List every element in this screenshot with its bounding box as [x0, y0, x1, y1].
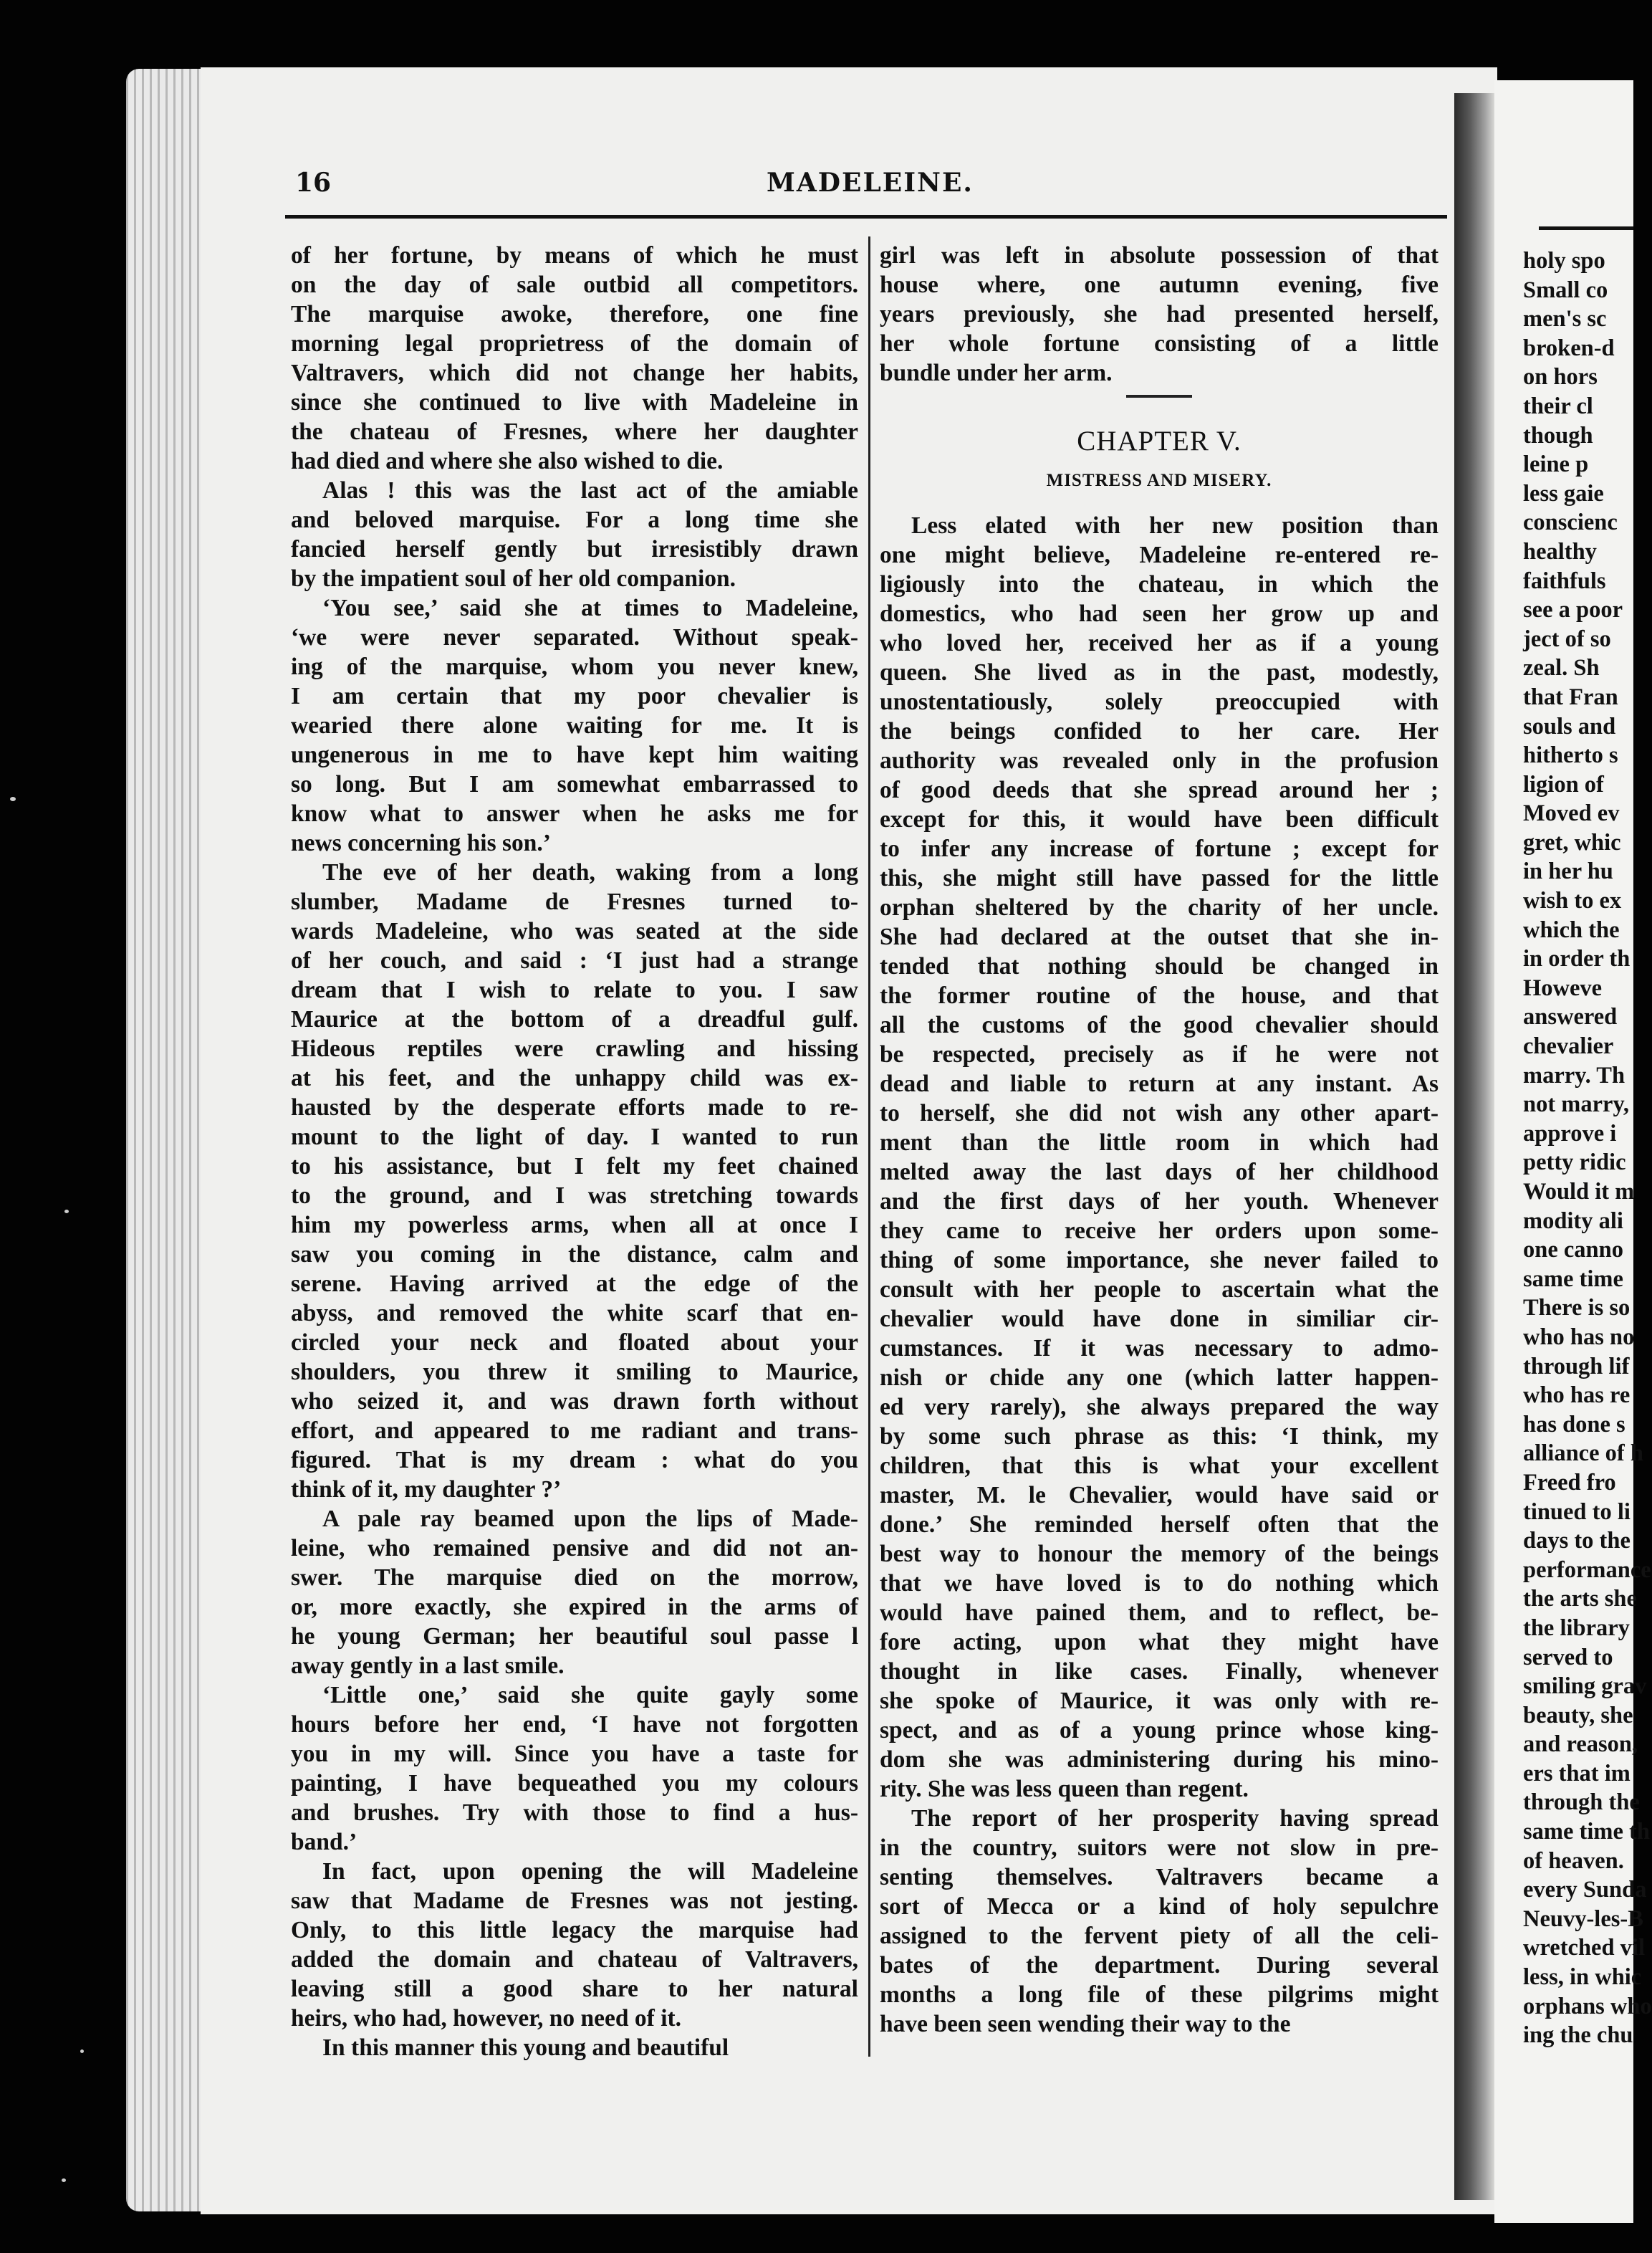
text-line: him my powerless arms, when all at once I [291, 1212, 858, 1238]
facing-page-text-line: every Sunda [1523, 1877, 1647, 1903]
chapter-divider [1126, 395, 1192, 398]
text-line: hausted by the desperate efforts made to re- [291, 1094, 858, 1121]
text-line: would have pained them, and to reflect, be- [880, 1599, 1439, 1626]
text-line: queen. She lived as in the past, modestly, [880, 659, 1439, 686]
text-line: to the ground, and I was stretching towards [291, 1182, 858, 1209]
text-line: that we have loved is to do nothing which [880, 1570, 1439, 1597]
text-line: ‘You see,’ said she at times to Madeleine, [322, 595, 858, 621]
text-line: abyss, and removed the white scarf that en- [291, 1300, 858, 1326]
text-line: Less elated with her new position than [911, 512, 1439, 539]
text-line: her whole fortune consisting of a little [880, 330, 1439, 357]
facing-page-text-line: ers that im [1523, 1760, 1631, 1786]
text-line: serene. Having arrived at the edge of the [291, 1271, 858, 1297]
facing-page-text-line: petty ridic [1523, 1149, 1626, 1176]
facing-page-text-line: which the [1523, 917, 1620, 943]
text-line: to his assistance, but I felt my feet chained [291, 1153, 858, 1180]
text-line: A pale ray beamed upon the lips of Made- [322, 1506, 858, 1532]
text-line: tended that nothing should be changed in [880, 953, 1439, 980]
chapter-subtitle: MISTRESS AND MISERY. [1046, 471, 1272, 490]
facing-page-text-line: same time [1523, 1266, 1623, 1292]
facing-page-text-line: not marry, [1523, 1091, 1630, 1118]
facing-page-text-line: of heaven. [1523, 1847, 1624, 1874]
facing-page-text-line: one canno [1523, 1237, 1623, 1263]
text-line: swer. The marquise died on the morrow, [291, 1564, 858, 1591]
text-line: or, more exactly, she expired in the arms of [291, 1594, 858, 1620]
text-line: dead and liable to return at any instant. As [880, 1071, 1439, 1097]
facing-page-text-line: in order th [1523, 946, 1631, 972]
text-line: band.’ [291, 1829, 357, 1855]
facing-page-text-line: ject of so [1523, 626, 1611, 652]
facing-page-text-line: orphans who [1523, 1993, 1652, 2019]
facing-page-text-line: Freed fro [1523, 1469, 1616, 1496]
text-line: of good deeds that she spread around her ; [880, 777, 1439, 803]
text-column-left [291, 241, 858, 2062]
facing-page-text-line: days to the [1523, 1528, 1631, 1554]
text-line: circled your neck and floated about your [291, 1329, 858, 1356]
text-line: dom she was administering during his mino- [880, 1746, 1439, 1773]
text-line: and beloved marquise. For a long time she [291, 507, 858, 533]
text-line: the beings confided to her care. Her [880, 718, 1439, 745]
facing-page-text-line: ligion of [1523, 771, 1604, 798]
text-line: think of it, my daughter ?’ [291, 1476, 562, 1503]
scan-speck [10, 797, 16, 801]
text-line: ed very rarely), she always prepared the way [880, 1394, 1439, 1420]
text-line: who loved her, received her as if a young [880, 630, 1439, 656]
text-line: by the impatient soul of her old companion. [291, 565, 736, 592]
text-line: away gently in a last smile. [291, 1652, 565, 1679]
facing-page-text-line: souls and [1523, 713, 1616, 740]
text-line: wards Madeleine, who was seated at the side [291, 918, 858, 944]
facing-page-text-line: healthy [1523, 538, 1597, 565]
text-line: The eve of her death, waking from a long [322, 859, 858, 886]
text-line: slumber, Madame de Fresnes turned to- [291, 889, 858, 915]
facing-page-text-line: less, in whic [1523, 1964, 1642, 1991]
column-separator [868, 236, 870, 2057]
facing-page-text-line: answered [1523, 1004, 1618, 1030]
facing-page-text-line: smiling grav [1523, 1673, 1647, 1700]
facing-page-text-line: Howeve [1523, 975, 1603, 1001]
text-line: The marquise awoke, therefore, one fine [291, 301, 858, 327]
chapter-heading: CHAPTER V. [1077, 426, 1242, 456]
facing-page-text-line: through lif [1523, 1353, 1630, 1379]
text-line: have been seen wending their way to the [880, 2011, 1291, 2037]
text-line: years previously, she had presented herself, [880, 301, 1439, 327]
text-line: you in my will. Since you have a taste for [291, 1741, 858, 1767]
text-line: bates of the department. During several [880, 1952, 1439, 1979]
text-line: spect, and as of a young prince whose king- [880, 1717, 1439, 1743]
facing-page-text-line: that Fran [1523, 684, 1618, 710]
text-line: of her fortune, by means of which he must [291, 242, 858, 269]
text-line: The report of her prosperity having spread [911, 1805, 1439, 1832]
facing-page-text-line: Small co [1523, 277, 1608, 303]
facing-page-text-line: gret, whic [1523, 829, 1621, 856]
text-line: she spoke of Maurice, it was only with re- [880, 1688, 1439, 1714]
text-line: leine, who remained pensive and did not an- [291, 1535, 858, 1561]
book-page-edges [126, 69, 212, 2211]
scan-speck [62, 2178, 66, 2182]
text-line: thing of some importance, she never failed to [880, 1247, 1439, 1273]
text-line: saw that Madame de Fresnes was not jesting. [291, 1888, 858, 1914]
text-line: In fact, upon opening the will Madeleine [322, 1858, 858, 1885]
text-line: ‘Little one,’ said she quite gayly some [322, 1682, 858, 1708]
text-line: ment than the little room in which had [880, 1129, 1439, 1156]
text-line: saw you coming in the distance, calm and [291, 1241, 858, 1268]
facing-page-text-line: conscienc [1523, 510, 1618, 536]
facing-page-text-line: and reason, [1523, 1731, 1638, 1758]
text-line: fore acting, upon what they might have [880, 1629, 1439, 1655]
facing-page-text-line: holy spo [1523, 248, 1605, 274]
scan-speck [80, 2049, 84, 2053]
text-line: rity. She was less queen than regent. [880, 1776, 1249, 1802]
text-line: master, M. le Chevalier, would have said or [880, 1482, 1439, 1508]
text-line: this, she might still have passed for the little [880, 865, 1439, 891]
book-gutter [1454, 93, 1494, 2200]
text-line: fancied herself gently but irresistibly drawn [291, 536, 858, 563]
text-line: effort, and appeared to me radiant and trans- [291, 1417, 858, 1444]
facing-page-text-line: see a poor [1523, 597, 1623, 623]
facing-page-text-line: less gaie [1523, 480, 1604, 507]
text-line: painting, I have bequeathed you my colours [291, 1770, 858, 1797]
text-line: news concerning his son.’ [291, 830, 551, 856]
text-line: had died and where she also wished to die. [291, 448, 724, 474]
facing-page-text-line: wish to ex [1523, 888, 1622, 914]
text-line: senting themselves. Valtravers became a [880, 1864, 1439, 1890]
text-line: ing of the marquise, whom you never knew, [291, 654, 858, 680]
text-line: months a long file of these pilgrims might [880, 1981, 1439, 2008]
facing-page-text-line: hitherto s [1523, 742, 1618, 769]
text-line: all the customs of the good chevalier should [880, 1012, 1439, 1038]
facing-page-text-line: modity ali [1523, 1207, 1623, 1234]
text-line: cumstances. If it was necessary to admo- [880, 1335, 1439, 1362]
facing-page-text-line: tinued to li [1523, 1498, 1631, 1525]
facing-page-text-line: alliance of h [1523, 1440, 1643, 1467]
text-line: Only, to this little legacy the marquise had [291, 1917, 858, 1943]
text-line: ungenerous in me to have kept him waiting [291, 742, 858, 768]
facing-page-text-line: through the [1523, 1789, 1640, 1816]
text-line: bundle under her arm. [880, 360, 1113, 386]
facing-page-text-line: Moved ev [1523, 800, 1620, 827]
text-line: Alas ! this was the last act of the amiable [322, 477, 858, 504]
text-line: one might believe, Madeleine re-entered re- [880, 542, 1439, 568]
text-line: figured. That is my dream : what do you [291, 1447, 858, 1473]
text-line: ‘we were never separated. Without speak- [291, 624, 858, 651]
text-line: the former routine of the house, and that [880, 982, 1439, 1009]
text-line: ligiously into the chateau, in which the [880, 571, 1439, 598]
facing-page-text-line: who has re [1523, 1382, 1631, 1409]
facing-page-text-line: same time th [1523, 1819, 1650, 1845]
text-line: hours before her end, ‘I have not forgotten [291, 1711, 858, 1738]
text-line: nish or chide any one (which latter happen- [880, 1364, 1439, 1391]
text-line: children, that this is what your excellent [880, 1453, 1439, 1479]
text-line: he young German; her beautiful soul passe l [291, 1623, 858, 1650]
facing-page-text-line: chevalier [1523, 1033, 1614, 1060]
text-line: the chateau of Fresnes, where her daughter [291, 418, 858, 445]
text-line: know what to answer when he asks me for [291, 800, 858, 827]
text-line: heirs, who had, however, no need of it. [291, 2005, 682, 2032]
text-line: authority was revealed only in the profusion [880, 747, 1439, 774]
page-number: 16 [295, 168, 332, 198]
text-line: since she continued to live with Madeleine in [291, 389, 858, 416]
facing-page-text-line: wretched vil [1523, 1935, 1645, 1961]
facing-page-text-line: Neuvy-les-B [1523, 1905, 1643, 1932]
facing-page-text-line: on hors [1523, 364, 1598, 391]
text-line: Maurice at the bottom of a dreadful gulf. [291, 1006, 858, 1033]
text-line: in the country, suitors were not slow in pre- [880, 1835, 1439, 1861]
facing-page-text-column [1523, 247, 1652, 2050]
text-line: orphan sheltered by the charity of her uncle. [880, 894, 1439, 921]
text-line: best way to honour the memory of the beings [880, 1541, 1439, 1567]
text-line: consult with her people to ascertain what the [880, 1276, 1439, 1303]
facing-page-text-line: Would it m [1523, 1179, 1635, 1205]
text-line: I am certain that my poor chevalier is [291, 683, 858, 709]
text-line: to herself, she did not wish any other apart- [880, 1100, 1439, 1126]
text-line: unostentatiously, solely preoccupied with [880, 689, 1439, 715]
facing-page-text-line: though [1523, 422, 1593, 449]
text-line: melted away the last days of her childhood [880, 1159, 1439, 1185]
text-line: done.’ She reminded herself often that the [880, 1511, 1439, 1538]
text-line: by some such phrase as this: ‘I think, my [880, 1423, 1439, 1450]
text-line: domestics, who had seen her grow up and [880, 601, 1439, 627]
facing-page-text-line: their cl [1523, 393, 1593, 419]
text-line: and brushes. Try with those to find a hus- [291, 1799, 858, 1826]
text-line: except for this, it would have been difficult [880, 806, 1439, 833]
text-line: Valtravers, which did not change her habits, [291, 360, 858, 386]
facing-page-text-line: served to [1523, 1644, 1613, 1670]
text-column-right [880, 241, 1439, 2039]
facing-page-text-line: the arts she [1523, 1586, 1637, 1612]
facing-page-text-line: ing the chu [1523, 2022, 1633, 2049]
text-line: at his feet, and the unhappy child was ex- [291, 1065, 858, 1091]
facing-page-text-line: There is so [1523, 1295, 1631, 1321]
text-line: In this manner this young and beautiful [322, 2034, 729, 2061]
text-line: sort of Mecca or a kind of holy sepulchre [880, 1893, 1439, 1920]
text-line: and the first days of her youth. Whenever [880, 1188, 1439, 1215]
text-line: house where, one autumn evening, five [880, 272, 1439, 298]
text-line: girl was left in absolute possession of that [880, 242, 1439, 269]
text-line: Hideous reptiles were crawling and hissing [291, 1035, 858, 1062]
text-line: chevalier would have done in similiar cir- [880, 1306, 1439, 1332]
text-line: added the domain and chateau of Valtravers, [291, 1946, 858, 1973]
text-line: who seized it, and was drawn forth without [291, 1388, 858, 1415]
facing-page-text-line: beauty, she [1523, 1702, 1633, 1728]
text-line: assigned to the fervent piety of all the celi- [880, 1923, 1439, 1949]
header-rule [285, 215, 1447, 219]
facing-page-text-line: zeal. Sh [1523, 655, 1600, 681]
facing-page-text-line: who has no [1523, 1324, 1635, 1350]
text-line: be respected, precisely as if he were not [880, 1041, 1439, 1068]
facing-page-text-line: faithfuls [1523, 568, 1606, 594]
text-line: wearied there alone waiting for me. It is [291, 712, 858, 739]
text-line: so long. But I am somewhat embarrassed to [291, 771, 858, 798]
text-line: morning legal proprietress of the domain of [291, 330, 858, 357]
facing-page-text-line: approve i [1523, 1120, 1617, 1147]
text-line: leaving still a good share to her natural [291, 1976, 858, 2002]
facing-page-text-line: leine p [1523, 451, 1589, 478]
text-line: shoulders, you threw it smiling to Maurice, [291, 1359, 858, 1385]
running-title: MADELEINE. [767, 168, 974, 198]
text-line: they came to receive her orders upon some- [880, 1218, 1439, 1244]
text-line: on the day of sale outbid all competitors. [291, 272, 858, 298]
text-line: thought in like cases. Finally, whenever [880, 1658, 1439, 1685]
text-line: to infer any increase of fortune ; except for [880, 836, 1439, 862]
text-line: mount to the light of day. I wanted to run [291, 1124, 858, 1150]
facing-page-header-rule [1539, 226, 1633, 230]
facing-page-text-line: men's sc [1523, 306, 1607, 333]
text-line: of her couch, and said : ‘I just had a strange [291, 947, 858, 974]
text-line: She had declared at the outset that she in- [880, 924, 1439, 950]
facing-page-text-line: has done s [1523, 1411, 1625, 1438]
facing-page-text-line: the library [1523, 1615, 1630, 1641]
facing-page-text-line: performance [1523, 1556, 1651, 1583]
facing-page-text-line: in her hu [1523, 858, 1613, 885]
scan-speck [64, 1210, 69, 1213]
text-line: dream that I wish to relate to you. I saw [291, 977, 858, 1003]
facing-page-text-line: broken-d [1523, 335, 1615, 361]
facing-page-text-line: marry. Th [1523, 1062, 1625, 1089]
